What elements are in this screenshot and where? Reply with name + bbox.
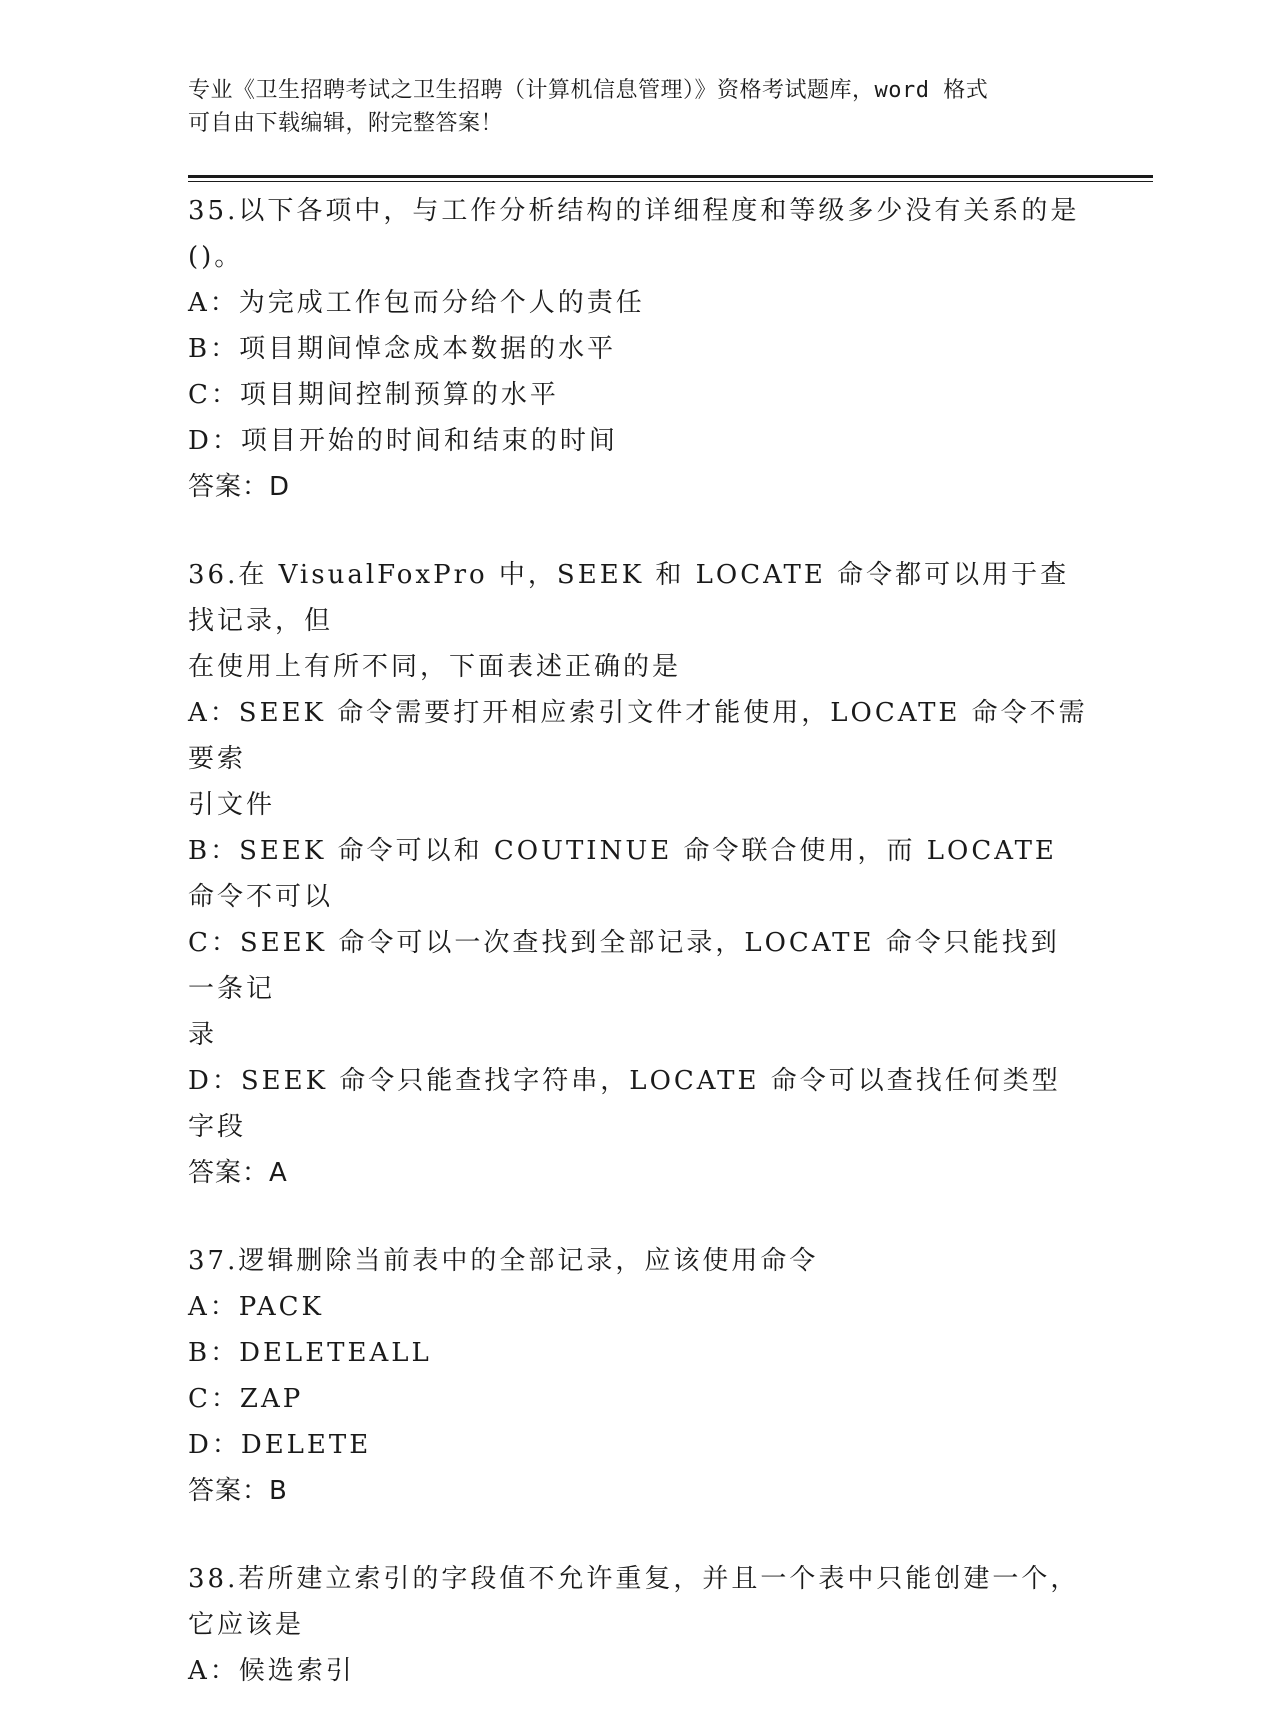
option-d: D：SEEK 命令只能查找字符串，LOCATE 命令可以查找任何类型字段: [188, 1066, 1061, 1142]
option-d: D：DELETE: [188, 1430, 372, 1460]
option-d: D：项目开始的时间和结束的时间: [188, 426, 618, 456]
option-a: A：候选索引: [188, 1656, 355, 1686]
question-37: [188, 1238, 1088, 1514]
question-stem-line: 38.若所建立索引的字段值不允许重复，并且一个表中只能创建一个，: [188, 1564, 1080, 1594]
option-b: B：项目期间悼念成本数据的水平: [188, 334, 617, 364]
answer-line: 答案：A: [188, 1158, 288, 1188]
question-36: [188, 552, 1088, 1196]
option-a: A：为完成工作包而分给个人的责任: [188, 288, 645, 318]
document-header: [188, 74, 1088, 140]
option-a: A：SEEK 命令需要打开相应索引文件才能使用，LOCATE 命令不需要索: [188, 698, 1088, 774]
option-b: B：SEEK 命令可以和 COUTINUE 命令联合使用，而 LOCATE 命令不可以: [188, 836, 1057, 912]
question-stem-line: 它应该是: [188, 1610, 305, 1640]
question-stem-line: 37.逻辑删除当前表中的全部记录，应该使用命令: [188, 1246, 819, 1276]
option-a: A：PACK: [188, 1292, 324, 1322]
header-line-2: 可自由下载编辑，附完整答案！: [188, 111, 504, 136]
option-c-continued: 录: [188, 1020, 218, 1050]
header-divider-thick: [188, 175, 1153, 178]
answer-line: 答案：D: [188, 472, 291, 502]
option-c: C：SEEK 命令可以一次查找到全部记录，LOCATE 命令只能找到一条记: [188, 928, 1060, 1004]
question-stem-line: 36.在 VisualFoxPro 中，SEEK 和 LOCATE 命令都可以用于查找记录，但: [188, 560, 1070, 636]
option-c: C：ZAP: [188, 1384, 304, 1414]
question-35: [188, 188, 1088, 510]
header-divider-thin: [188, 181, 1153, 182]
header-line-1: 专业《卫生招聘考试之卫生招聘（计算机信息管理）》资格考试题库，word 格式: [188, 78, 989, 103]
question-38: [188, 1556, 1088, 1694]
answer-line: 答案：B: [188, 1476, 288, 1506]
option-a-continued: 引文件: [188, 790, 276, 820]
question-stem-line: 在使用上有所不同，下面表述正确的是: [188, 652, 682, 682]
question-stem-line: ()。: [188, 242, 244, 272]
question-stem-line: 35.以下各项中，与工作分析结构的详细程度和等级多少没有关系的是: [188, 196, 1080, 226]
option-c: C：项目期间控制预算的水平: [188, 380, 559, 410]
question-list: [188, 188, 1088, 1736]
option-b: B：DELETEALL: [188, 1338, 432, 1368]
